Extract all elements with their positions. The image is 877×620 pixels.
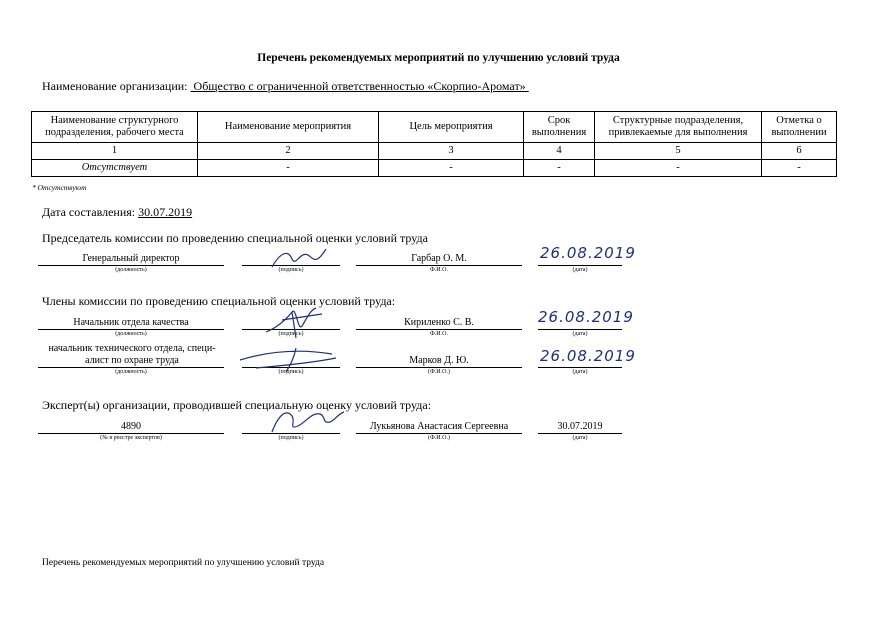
- position-caption: (должность): [115, 369, 147, 375]
- table-row: [32, 160, 837, 177]
- col-header: Отметка о выполнении: [762, 112, 837, 143]
- col-number: 2: [198, 143, 379, 160]
- date-caption: (дата): [572, 369, 588, 375]
- chairman-signature-icon: [270, 245, 330, 278]
- chairman-name: Гарбар О. М.: [411, 253, 467, 264]
- registry-caption: (№ в реестре экспертов): [100, 435, 162, 441]
- expert-heading: Эксперт(ы) организации, проводившей специальную оценку условий труда:: [42, 398, 432, 412]
- date-line: [538, 367, 622, 368]
- name-line: [356, 329, 522, 330]
- col-number: 3: [379, 143, 524, 160]
- col-header: Наименование структурного подразделения, рабочего места: [32, 112, 198, 143]
- expert-date: 30.07.2019: [557, 421, 603, 432]
- signature-caption: (подпись): [278, 369, 304, 375]
- expert-registry-number: 4890: [121, 421, 141, 432]
- position-line: [38, 329, 224, 330]
- table-header-row: [32, 112, 837, 143]
- organization-name: Общество с ограниченной ответственностью «Скорпио-Аромат»: [190, 79, 529, 93]
- position-line: [38, 367, 224, 368]
- member-date: 26.08.2019: [538, 308, 634, 326]
- signature-caption: (подпись): [278, 435, 304, 441]
- col-number: 1: [32, 143, 198, 160]
- name-line: [356, 265, 522, 266]
- organization-label: Наименование организации:: [42, 79, 188, 93]
- date-caption: (дата): [572, 331, 588, 337]
- member-name: Марков Д. Ю.: [409, 355, 469, 366]
- col-number: 4: [524, 143, 595, 160]
- signature-caption: (подпись): [278, 267, 304, 273]
- member-position-line1: начальник технического отдела, специ-: [48, 343, 216, 354]
- col-header: Цель мероприятия: [379, 112, 524, 143]
- member1-signature-icon: [262, 302, 332, 347]
- col-header: Срок выполнения: [524, 112, 595, 143]
- date-line: [538, 329, 622, 330]
- fio-caption: Ф.И.О.: [430, 331, 448, 337]
- col-number: 5: [595, 143, 762, 160]
- position-caption: (должность): [115, 331, 147, 337]
- table-cell: -: [198, 160, 379, 177]
- date-value: 30.07.2019: [138, 205, 193, 219]
- col-header: Структурные подразделения, привлекаемые для выполнения: [595, 112, 762, 143]
- signature-caption: (подпись): [278, 331, 304, 337]
- member-name: Кириленко С. В.: [404, 317, 474, 328]
- name-line: [356, 367, 522, 368]
- table-cell: -: [595, 160, 762, 177]
- col-number: 6: [762, 143, 837, 160]
- table-cell: -: [379, 160, 524, 177]
- members-heading: Члены комиссии по проведению специальной оценки условий труда:: [42, 294, 396, 308]
- table-cell: Отсутствует: [32, 160, 198, 177]
- fio-caption: (Ф.И.О.): [428, 435, 450, 441]
- page-footer: Перечень рекомендуемых мероприятий по улучшению условий труда: [42, 558, 325, 568]
- registry-line: [38, 433, 224, 434]
- table-cell: -: [762, 160, 837, 177]
- expert-name: Лукьянова Анастасия Сергеевна: [369, 421, 509, 432]
- chairman-position: Генеральный директор: [82, 253, 180, 264]
- document-title: Перечень рекомендуемых мероприятий по улучшению условий труда: [257, 52, 620, 64]
- table-number-row: [32, 143, 837, 160]
- measures-table: [31, 111, 837, 177]
- chairman-heading: Председатель комиссии по проведению специальной оценки условий труда: [42, 231, 428, 245]
- member-position-line2: алист по охране труда: [85, 355, 179, 366]
- position-line: [38, 265, 224, 266]
- member2-signature-icon: [236, 342, 346, 381]
- member-date: 26.08.2019: [540, 347, 636, 365]
- chairman-date: 26.08.2019: [540, 244, 636, 262]
- organization-line: [42, 79, 529, 94]
- expert-signature-icon: [268, 402, 348, 443]
- date-caption: (дата): [572, 267, 588, 273]
- date-caption: (дата): [572, 435, 588, 441]
- name-line: [356, 433, 522, 434]
- date-line: [538, 433, 622, 434]
- compilation-date: [42, 205, 192, 220]
- member-position: Начальник отдела качества: [73, 317, 189, 328]
- position-caption: (должность): [115, 267, 147, 273]
- date-label: Дата составления:: [42, 205, 136, 219]
- date-line: [538, 265, 622, 266]
- fio-caption: (Ф.И.О.): [428, 369, 450, 375]
- fio-caption: Ф.И.О.: [430, 267, 448, 273]
- table-cell: -: [524, 160, 595, 177]
- footnote: * Отсутствуют: [32, 183, 87, 192]
- col-header: Наименование мероприятия: [198, 112, 379, 143]
